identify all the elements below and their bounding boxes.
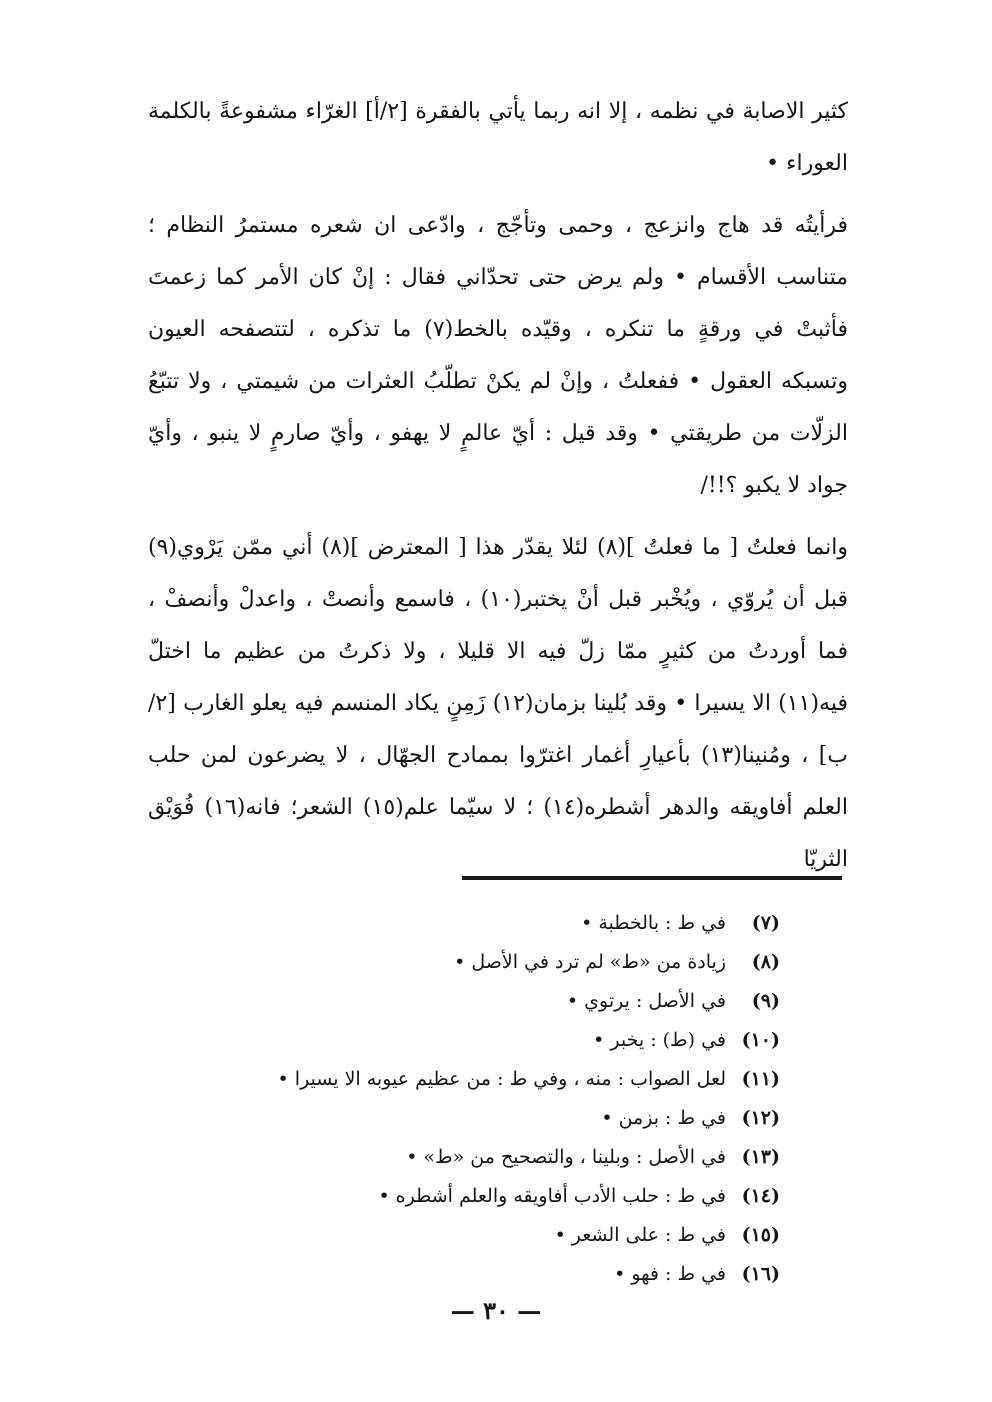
footnote-number: (١٦) [741, 1263, 780, 1285]
footnote-item [160, 1138, 780, 1177]
footnote-item [160, 1255, 780, 1294]
footnote-item [160, 1021, 780, 1060]
footnote-number: (٧) [751, 912, 780, 934]
footnote-text: في ط : بزمن • [601, 1107, 726, 1129]
footnote-text: زيادة من «ط» لم ترد في الأصل • [454, 951, 726, 973]
footnote-item [160, 1177, 780, 1216]
footnote-item [160, 904, 780, 943]
main-text [148, 86, 848, 886]
footnote-item [160, 1216, 780, 1255]
footnote-number: (١٢) [741, 1107, 780, 1129]
footnote-text: في الأصل : يرتوي • [566, 990, 726, 1012]
footnote-item [160, 982, 780, 1021]
footnote-text: في الأصل : وبلينا ، والتصحيح من «ط» • [406, 1146, 726, 1168]
footnote-number: (٩) [751, 990, 780, 1012]
footnote-text: في (ط) : يخبر • [593, 1029, 726, 1051]
footnote-text: في ط : بالخطبة • [581, 912, 726, 934]
footnote-number: (١٤) [741, 1185, 780, 1207]
footnote-item [160, 1060, 780, 1099]
paragraph-1: كثير الاصابة في نظمه ، إلا انه ربما يأتي بالفقرة [٢/أ] الغرّاء مشفوعةً بالكلمة العوراء • [148, 99, 848, 176]
footnote-text: لعل الصواب : منه ، وفي ط : من عظيم عيوبه الا يسيرا • [277, 1068, 726, 1090]
footnote-number: (١٥) [741, 1224, 780, 1246]
footnote-number: (١١) [741, 1068, 780, 1090]
footnote-text: في ط : على الشعر • [554, 1224, 726, 1246]
paragraph-2: فرأيتُه قد هاج وانزعج ، وحمى وتأجّج ، وادّعى ان شعره مستمرُ النظام ؛ متناسب الأقسام • ولم يرض حتى تحدّاني فقال : إنْ كان الأمر كما زعمتَ فأثبتْ في ورقةٍ ما تنكره ، وقيّده بالخط(٧) ما تذكره ، لتتصفحه العيون وتسبكه العقول • ففعلتُ ، وإنْ لم يكنْ تطلّبُ العثرات من شيمتي ، ولا تتبّعُ الزلّات من طريقتي • وقد قيل : أيّ عالمٍ لا يهفو ، وأيّ صارمٍ لا ينبو ، وأيّ جواد لا يكبو ؟!!/ [148, 213, 848, 498]
footnote-number: (١٠) [741, 1029, 780, 1051]
footnote-separator [462, 876, 842, 880]
footnote-item [160, 1099, 780, 1138]
page-number: — ٣٠ — [450, 1296, 542, 1325]
footnote-number: (٨) [751, 951, 780, 973]
footnote-number: (١٣) [741, 1146, 780, 1168]
footnotes-list [160, 904, 780, 1294]
footnote-text: في ط : فهو • [614, 1263, 726, 1285]
footnote-item [160, 943, 780, 982]
paragraph-3: وانما فعلتُ [ ما فعلتُ ](٨) لئلا يقدّر هذا [ المعترض ](٨) أني ممّن يَرْوي(٩) قبل أن يُروّي ، ويُخْبر قبل أنْ يختبر(١٠) ، فاسمع وأنصتْ ، واعدلْ وأنصفْ ، فما أوردتُ من كثيرٍ ممّا زلّ فيه الا قليلا ، ولا ذكرتُ من عظيم ما اختلّ فيه(١١) الا يسيرا • وقد بُلينا بزمان(١٢) زَمِنٍ يكاد المنسم فيه يعلو الغارب [٢/ب] ، ومُنينا(١٣) بأعيارِ أغمار اغترّوا بممادح الجهّال ، لا يضرعون لمن حلب العلم أفاويقه والدهر أشطره(١٤) ؛ لا سيّما علم(١٥) الشعر؛ فانه(١٦) فُوَيْق الثريّا [148, 535, 849, 872]
footnote-text: في ط : حلب الأدب أفاويقه والعلم أشطره • [378, 1185, 726, 1207]
